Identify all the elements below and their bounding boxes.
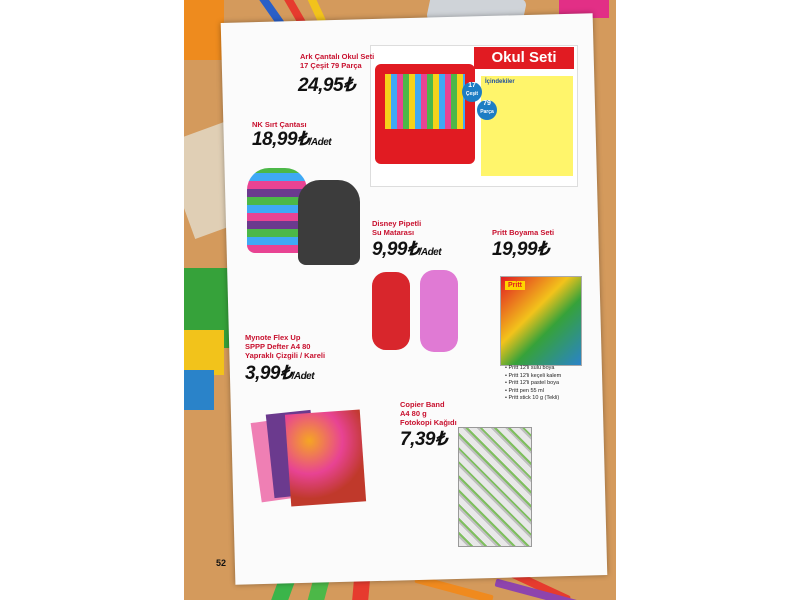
list-item: • Pritt 12'li pastel boya	[505, 380, 561, 388]
product-name	[245, 333, 325, 360]
product-price	[400, 428, 447, 451]
product-name-line: Yapraklı Çizgili / Kareli	[245, 351, 326, 360]
notebook-image	[285, 409, 366, 506]
page-number: 52	[216, 558, 227, 568]
copier-paper-image	[458, 427, 532, 547]
badge-caption: Parça	[480, 109, 494, 115]
price-value: 3,99	[245, 363, 280, 384]
school-kit-contents-panel	[481, 76, 573, 176]
school-kit-contents-heading: İçindekiler	[485, 79, 515, 85]
badge-caption: Çeşit	[465, 91, 479, 97]
product-name	[400, 400, 457, 427]
product-name-line: 17 Çeşit 79 Parça	[300, 61, 362, 70]
price-unit: /Adet	[308, 137, 332, 148]
school-kit-badge-pieces	[477, 100, 497, 120]
currency-symbol: ₺	[297, 129, 309, 150]
product-name-line: Su Matarası	[372, 228, 415, 237]
blue-notebook	[184, 370, 214, 410]
product-name-line: Fotokopi Kağıdı	[400, 418, 457, 427]
product-name	[372, 219, 421, 237]
price-value: 24,95	[298, 75, 344, 96]
school-kit-badge-count	[462, 82, 482, 102]
product-price	[492, 238, 549, 261]
badge-number: 79	[483, 100, 491, 107]
water-bottle-image	[372, 272, 410, 350]
product-name-line: SPPP Defter A4 80	[245, 342, 311, 351]
list-item: • Pritt 12'li sulu boya	[505, 365, 561, 373]
product-name-line: A4 80 g	[400, 409, 427, 418]
price-value: 18,99	[252, 129, 298, 150]
product-name-line: Pritt Boyama Seti	[492, 228, 555, 237]
school-kit-title: Okul Seti	[474, 47, 574, 69]
currency-symbol: ₺	[537, 239, 549, 260]
product-name-line: Ark Çantalı Okul Seti	[300, 52, 375, 61]
product-name-line: Copier Band	[400, 400, 445, 409]
price-unit: /Adet	[291, 371, 315, 382]
product-price	[298, 74, 355, 97]
product-name	[300, 52, 374, 70]
price-value: 7,39	[400, 429, 435, 450]
orange-notebook	[184, 0, 224, 60]
list-item: • Pritt stick 10 g (Tekli)	[505, 395, 561, 403]
yellow-notebook	[184, 330, 224, 375]
currency-symbol: ₺	[406, 239, 419, 260]
pritt-contents-list	[505, 365, 561, 403]
backpack-image	[298, 180, 360, 265]
currency-symbol: ₺	[279, 363, 292, 384]
currency-symbol: ₺	[343, 75, 355, 96]
product-name-line: Mynote Flex Up	[245, 333, 301, 342]
list-item: • Pritt pen 55 ml	[505, 388, 561, 396]
price-unit: /Adet	[418, 247, 442, 258]
price-value: 19,99	[492, 239, 538, 260]
product-name-line: NK Sırt Çantası	[252, 120, 307, 129]
price-value: 9,99	[372, 239, 407, 260]
school-kit-case-inner	[385, 74, 465, 129]
product-name-line: Disney Pipetli	[372, 219, 422, 228]
currency-symbol: ₺	[434, 429, 447, 450]
product-price	[252, 128, 331, 151]
list-item: • Pritt 12'li keçeli kalem	[505, 373, 561, 381]
product-price	[245, 362, 314, 385]
badge-number: 17	[468, 82, 476, 89]
pritt-logo: Pritt	[505, 281, 525, 290]
water-bottle-image	[420, 270, 458, 352]
pritt-set-image	[500, 276, 582, 366]
product-price	[372, 238, 441, 261]
product-name	[492, 228, 554, 237]
